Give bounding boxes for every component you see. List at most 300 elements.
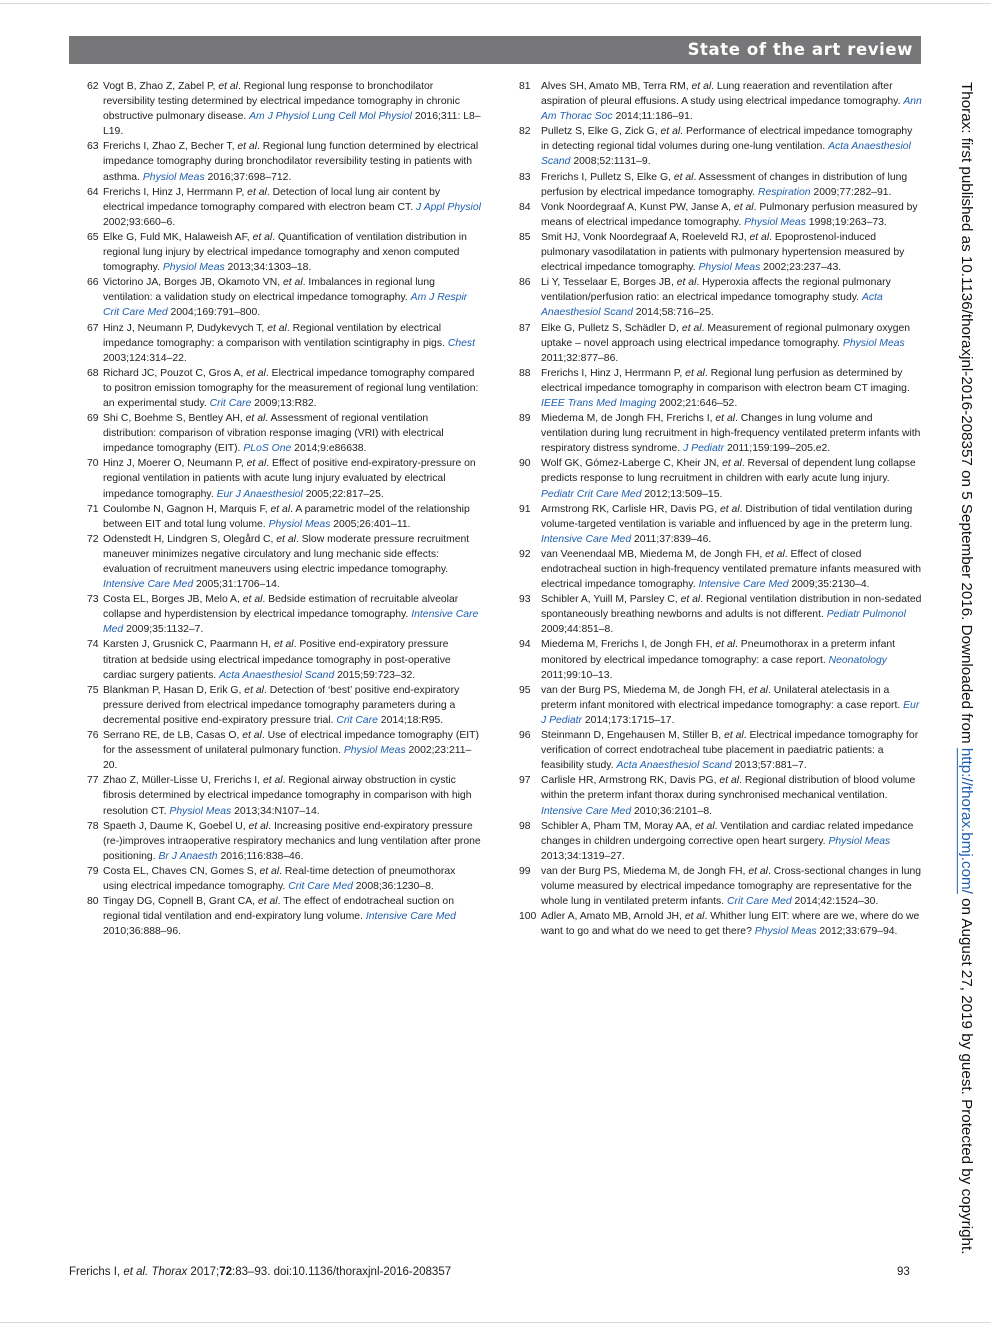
reference-authors: Frerichs I, Zhao Z, Becher T,: [103, 141, 238, 153]
reference-item: [73, 185, 483, 230]
reference-journal-link[interactable]: Physiol Meas: [162, 262, 225, 274]
reference-details: 2008;36:1230–8.: [352, 880, 434, 892]
reference-authors: Armstrong RK, Carlisle HR, Davis PG,: [541, 503, 720, 515]
reference-item: [511, 124, 922, 169]
reference-journal-link[interactable]: Physiol Meas: [169, 805, 232, 817]
reference-etal: et al: [748, 684, 768, 696]
reference-text: [103, 864, 483, 894]
reference-etal: et al: [218, 81, 238, 92]
reference-number: 89: [519, 413, 531, 425]
reference-details: 2010;36:2101–8.: [631, 805, 713, 817]
reference-number: 73: [87, 594, 99, 606]
footer-citation: [69, 1266, 451, 1278]
reference-etal: et al: [246, 458, 267, 470]
reference-item: [511, 773, 922, 818]
reference-number: 81: [519, 81, 531, 92]
reference-text: [103, 592, 483, 637]
reference-number: 95: [519, 684, 531, 696]
reference-journal-link[interactable]: Acta Anaesthesiol Scand: [541, 141, 911, 168]
reference-etal: et al: [242, 730, 262, 742]
reference-details: 2005;26:401–11.: [330, 518, 411, 530]
reference-title: . Regional lung perfusion as determined by electrical impedance tomography in comparison with electron beam CT imaging.: [541, 367, 910, 394]
reference-title: . Performance of electrical impedance tomography in detecting regional tidal volumes during one-lung ventilation.: [541, 126, 913, 153]
reference-details: 2014;11:186–91.: [612, 111, 693, 123]
reference-item: [511, 909, 922, 939]
reference-etal: et al: [660, 126, 681, 138]
reference-number: 91: [519, 503, 531, 515]
reference-authors: Steinmann D, Engehausen M, Stiller B,: [541, 730, 725, 742]
reference-number: 75: [87, 684, 99, 696]
reference-details: 2014;58:716–25.: [632, 307, 714, 319]
reference-title: . Assessment of regional ventilation distribution: comparison of vibration response imaging (VRI) with electrical impedance tomography (EIT).: [103, 413, 444, 455]
reference-details: 2002;21:646–52.: [656, 397, 738, 409]
reference-etal: et al: [245, 413, 266, 425]
reference-title: . Regional lung function determined by electrical impedance tomography during bronchodilator reversibility testing in patients with asthma.: [103, 141, 479, 183]
reference-title: . A parametric model of the relationship between EIT and total lung volume.: [103, 503, 470, 530]
reference-etal: et al: [270, 503, 291, 515]
reference-number: 76: [87, 730, 99, 742]
reference-journal-link[interactable]: Intensive Care Med: [541, 533, 632, 545]
reference-number: 86: [519, 277, 531, 289]
reference-details: 2004;169:791–800.: [167, 307, 261, 319]
reference-text: [103, 79, 483, 139]
reference-details: 2002;93:660–6.: [103, 216, 176, 228]
reference-etal: et al: [282, 277, 303, 289]
reference-details: 2013;34:1303–18.: [224, 262, 312, 274]
reference-journal-link[interactable]: Eur J Anaesthesiol: [216, 488, 303, 500]
reference-text: [103, 456, 483, 501]
reference-etal: et al: [719, 775, 740, 787]
reference-journal-link[interactable]: Physiol Meas: [698, 262, 761, 274]
reference-details: 2013;57:881–7.: [731, 760, 807, 772]
reference-authors: Vonk Noordegraaf A, Kunst PW, Janse A,: [541, 201, 734, 213]
reference-number: 66: [87, 277, 99, 289]
reference-etal: et al: [244, 684, 264, 696]
reference-number: 77: [87, 775, 99, 787]
reference-journal-link[interactable]: Acta Anaesthesiol Scand: [616, 760, 732, 772]
reference-text: [103, 230, 483, 275]
reference-title: . Regional ventilation by electrical impedance tomography: a comparison with ventilation scintigraphy in pigs.: [103, 322, 448, 349]
reference-item: [73, 321, 483, 366]
reference-etal: et al: [242, 594, 263, 606]
reference-text: [541, 200, 922, 230]
reference-number: 69: [87, 413, 99, 425]
reference-journal-link[interactable]: IEEE Trans Med Imaging: [541, 397, 657, 409]
reference-text: [541, 683, 922, 728]
reference-journal-link[interactable]: Crit Care Med: [288, 880, 353, 892]
reference-etal: et al: [749, 231, 770, 243]
reference-etal: et al: [748, 865, 768, 877]
reference-title: . Pneumothorax in a preterm infant monitored by electrical impedance tomography: a case report.: [541, 639, 896, 666]
reference-journal-link[interactable]: Intensive Care Med: [103, 579, 194, 591]
reference-item: [511, 79, 922, 124]
reference-details: 2012;13:509–15.: [641, 488, 723, 500]
reference-text: [103, 728, 483, 773]
reference-details: 2016;37:698–712.: [204, 171, 292, 183]
reference-text: [541, 275, 922, 320]
reference-details: 2009;44:851–8.: [541, 624, 614, 636]
reference-journal-link[interactable]: Chest: [447, 337, 475, 349]
reference-text: [541, 547, 922, 592]
reference-text: [103, 773, 483, 818]
reference-title: . Hyperoxia affects the regional pulmonary ventilation/perfusion ratio: an electrical impedance tomography study.: [541, 277, 891, 304]
reference-etal: et al: [273, 639, 294, 651]
reference-item: [73, 532, 483, 592]
reference-item: [73, 230, 483, 275]
reference-title: . Assessment of changes in distribution of lung perfusion by electrical impedance tomography.: [541, 171, 908, 198]
reference-journal-link[interactable]: Intensive Care Med: [103, 609, 479, 636]
reference-title: . The effect of endotracheal suction on regional tidal ventilation and end-expiratory lung volume.: [103, 896, 454, 923]
reference-title: . Detection of local lung air content by electrical impedance tomography compared with electron beam CT.: [103, 186, 441, 213]
reference-title: . Regional distribution of blood volume within the preterm infant thorax during synchronised mechanical ventilation.: [541, 775, 916, 802]
reference-journal-link[interactable]: Physiol Meas: [142, 171, 205, 183]
reference-etal: et al: [267, 322, 287, 334]
reference-etal: et al: [248, 820, 269, 832]
reference-details: 2013;34:1319–27.: [541, 850, 625, 862]
reference-text: [103, 502, 483, 532]
reference-authors: Hinz J, Neumann P, Dudykevych T,: [103, 322, 268, 334]
reference-details: 2010;36:888–96.: [103, 926, 182, 938]
reference-title: . Lung reaeration and reventilation after aspiration of pleural effusions. A study using electrical impedance tomography.: [541, 81, 904, 108]
reference-authors: Karsten J, Grusnick C, Paarmann H,: [103, 639, 274, 651]
reference-etal: et al: [733, 201, 754, 213]
reference-authors: Victorino JA, Borges JB, Okamoto VN,: [103, 277, 283, 289]
reference-journal-link[interactable]: Physiol Meas: [343, 745, 406, 757]
reference-details: 2016;311: L8–L19.: [103, 111, 481, 138]
reference-title: . Epoprostenol-induced pulmonary vasodilatation in patients with pulmonary hypertension measured by electrical impedance tomography.: [541, 231, 905, 274]
reference-authors: Costa EL, Borges JB, Melo A,: [103, 594, 243, 606]
reference-number: 72: [87, 533, 99, 545]
section-title: State of the art review: [687, 40, 913, 59]
reference-text: [541, 456, 922, 501]
reference-authors: Frerichs I, Pulletz S, Elke G,: [541, 171, 674, 183]
reference-authors: Coulombe N, Gagnon H, Marquis F,: [103, 503, 271, 515]
reference-etal: et al: [715, 639, 736, 651]
reference-text: [103, 532, 483, 592]
reference-title: . Effect of closed endotracheal suction in high-frequency ventilated premature infants measured with electrical impedance tomography.: [541, 548, 922, 591]
reference-details: 2015;59:723–32.: [334, 669, 416, 681]
reference-title: . Regional airway obstruction in cystic fibrosis determined by electrical impedance tomography in comparison with high resolution CT.: [103, 775, 472, 817]
reference-details: 1998;19:263–73.: [805, 216, 887, 228]
reference-journal-link[interactable]: Physiol Meas: [828, 835, 891, 847]
reference-etal: et al: [765, 548, 785, 560]
reference-item: [511, 683, 922, 728]
reference-authors: Smit HJ, Vonk Noordegraaf A, Roeleveld RJ,: [541, 231, 750, 243]
reference-journal-link[interactable]: J Appl Physiol: [416, 201, 481, 213]
reference-etal: et al: [257, 896, 278, 908]
reference-number: 87: [519, 322, 531, 334]
reference-etal: et al: [276, 533, 296, 545]
reference-text: [541, 728, 922, 773]
reference-journal-link[interactable]: Am J Respir Crit Care Med: [103, 292, 468, 319]
reference-item: [511, 864, 922, 909]
side-note-text-after: on August 27, 2019 by guest. Protected by copyright.: [958, 893, 975, 1255]
reference-authors: Vogt B, Zhao Z, Zabel P,: [103, 81, 219, 92]
reference-authors: van der Burg PS, Miedema M, de Jongh FH,: [541, 684, 749, 696]
reference-title: . Pulmonary perfusion measured by means of electrical impedance tomography.: [541, 201, 918, 228]
reference-title: . Unilateral atelectasis in a preterm infant monitored with electrical impedance tomography: a case report.: [541, 684, 904, 711]
reference-authors: Blankman P, Hasan D, Erik G,: [103, 684, 245, 696]
references-column-left: [73, 79, 483, 939]
reference-journal-link[interactable]: Intensive Care Med: [541, 805, 632, 817]
reference-title: . Electrical impedance tomography compared to positron emission tomography for the measurement of regional lung ventilation: an experimental study.: [103, 367, 479, 409]
reference-etal: et al: [259, 865, 280, 877]
reference-item: [511, 230, 922, 275]
reference-item: [511, 592, 922, 637]
reference-details: 2011;99:10–13.: [541, 669, 613, 681]
reference-number: 68: [87, 367, 99, 379]
reference-authors: Miedema M, de Jongh FH, Frerichs I,: [541, 413, 716, 425]
reference-details: 2002;23:211–20.: [103, 745, 472, 772]
reference-journal-link[interactable]: Intensive Care Med: [365, 911, 456, 923]
reference-etal: et al: [724, 730, 744, 742]
reference-number: 79: [87, 865, 99, 877]
reference-item: [511, 366, 922, 411]
reference-etal: et al: [685, 367, 705, 379]
top-rule: [0, 3, 991, 4]
reference-title: . Changes in lung volume and ventilation during lung recruitment in high-frequency ventilated preterm infants with respiratory distress syndrome.: [541, 413, 921, 455]
reference-item: [73, 411, 483, 456]
reference-details: 2009;35:1132–7.: [123, 624, 204, 636]
reference-details: 2014;42:1524–30.: [791, 896, 879, 908]
reference-journal-link[interactable]: Crit Care Med: [726, 896, 792, 908]
reference-authors: Miedema M, Frerichs I, de Jongh FH,: [541, 639, 716, 651]
reference-details: 2011;32:877–86.: [541, 352, 619, 364]
reference-authors: Tingay DG, Copnell B, Grant CA,: [103, 896, 258, 908]
reference-title: . Detection of ‘best’ positive end-expiratory pressure derived from electrical impedance tomography parameters during a decremental positive end-expiratory pressure trial.: [103, 684, 460, 726]
reference-text: [541, 773, 922, 818]
reference-etal: et al: [720, 503, 740, 515]
reference-details: 2005;31:1706–14.: [193, 579, 280, 591]
reference-number: 71: [87, 503, 99, 515]
reference-details: 2005;22:817–25.: [302, 488, 384, 500]
reference-authors: Pulletz S, Elke G, Zick G,: [541, 126, 661, 138]
reference-text: [541, 864, 922, 909]
reference-item: [73, 773, 483, 818]
reference-item: [73, 275, 483, 320]
bottom-rule: [0, 1322, 991, 1323]
reference-etal: et al: [246, 367, 266, 379]
footer-doi: :83–93. doi:10.1136/thoraxjnl-2016-208357: [232, 1266, 452, 1278]
reference-journal-link[interactable]: Ann Am Thorac Soc: [541, 96, 922, 123]
reference-title: . Distribution of tidal ventilation during volume-targeted ventilation is variable and influenced by age in the preterm lung.: [541, 503, 913, 530]
reference-authors: Wolf GK, Gómez-Laberge C, Kheir JN,: [541, 458, 723, 470]
reference-etal: et al: [237, 141, 257, 153]
section-header-bar: [69, 36, 921, 64]
reference-text: [541, 411, 922, 456]
reference-details: 2013;34:N107–14.: [231, 805, 320, 817]
reference-authors: Costa EL, Chaves CN, Gomes S,: [103, 865, 260, 877]
reference-number: 93: [519, 594, 531, 606]
reference-number: 82: [519, 126, 531, 138]
reference-number: 97: [519, 775, 531, 787]
reference-journal-link[interactable]: Pediatr Crit Care Med: [541, 488, 642, 500]
reference-text: [103, 637, 483, 682]
reference-authors: van der Burg PS, Miedema M, de Jongh FH,: [541, 865, 749, 877]
reference-item: [511, 200, 922, 230]
reference-title: . Real-time detection of pneumothorax using electrical impedance tomography.: [103, 865, 456, 892]
reference-journal-link[interactable]: Eur J Pediatr: [541, 699, 920, 726]
reference-title: . Positive end-expiratory pressure titration at bedside using electrical impedance tomography in post-operative cardiac surgery patients.: [103, 639, 451, 681]
reference-number: 98: [519, 820, 531, 832]
footer-journal: et al. Thorax: [123, 1266, 188, 1278]
reference-title: . Whither lung EIT: where are we, where do we want to go and what do we need to get there?: [541, 911, 920, 938]
reference-details: 2014;9:e86638.: [291, 443, 367, 455]
reference-authors: Elke G, Pulletz S, Schädler D,: [541, 322, 682, 334]
reference-etal: et al: [262, 775, 283, 787]
reference-journal-link[interactable]: Acta Anaesthesiol Scand: [541, 292, 883, 319]
reference-etal: et al: [722, 458, 742, 470]
copyright-side-note: [958, 82, 975, 1254]
reference-journal-link[interactable]: Am J Physiol Lung Cell Mol Physiol: [249, 111, 412, 123]
reference-details: 2009;77:282–91.: [810, 186, 892, 198]
reference-journal-link[interactable]: Intensive Care Med: [698, 579, 789, 591]
reference-etal: et al: [715, 413, 736, 425]
reference-item: [73, 894, 483, 939]
reference-title: . Quantification of ventilation distribution in regional lung injury by electrical impedance tomography and xenon computed tomography.: [103, 231, 467, 274]
reference-number: 84: [519, 201, 531, 213]
reference-authors: Frerichs I, Hinz J, Herrmann P,: [103, 186, 248, 198]
reference-text: [103, 275, 483, 320]
reference-journal-link[interactable]: Physiol Meas: [744, 216, 806, 228]
reference-journal-link[interactable]: Acta Anaesthesiol Scand: [219, 669, 335, 681]
reference-item: [511, 819, 922, 864]
reference-journal-link[interactable]: Crit Care: [336, 714, 378, 726]
footer-year: 2017;: [187, 1266, 220, 1278]
reference-authors: Schibler A, Pham TM, Moray AA,: [541, 820, 695, 832]
reference-number: 64: [87, 186, 99, 198]
reference-text: [541, 819, 922, 864]
reference-text: [541, 909, 922, 939]
reference-text: [103, 139, 483, 184]
reference-number: 78: [87, 820, 99, 832]
reference-authors: Carlisle HR, Armstrong RK, Davis PG,: [541, 775, 720, 787]
reference-journal-link[interactable]: Pediatr Pulmonol: [826, 609, 906, 621]
reference-text: [103, 411, 483, 456]
reference-text: [541, 366, 922, 411]
references-column-right: [511, 79, 922, 939]
reference-journal-link[interactable]: Physiol Meas: [268, 518, 331, 530]
reference-details: 2014;18:R95.: [377, 714, 444, 726]
reference-etal: et al: [673, 171, 694, 183]
reference-number: 65: [87, 231, 99, 243]
reference-authors: Alves SH, Amato MB, Terra RM,: [541, 81, 692, 92]
reference-journal-link[interactable]: PLoS One: [243, 443, 292, 455]
reference-text: [541, 79, 922, 124]
reference-authors: Spaeth J, Daume K, Goebel U,: [103, 820, 249, 832]
reference-number: 96: [519, 730, 531, 742]
reference-number: 100: [519, 911, 537, 923]
reference-item: [73, 456, 483, 501]
reference-authors: Shi C, Boehme S, Bentley AH,: [103, 413, 246, 425]
reference-authors: Zhao Z, Müller-Lisse U, Frerichs I,: [103, 775, 263, 787]
reference-text: [103, 819, 483, 864]
reference-etal: et al: [684, 911, 705, 923]
reference-authors: Frerichs I, Hinz J, Herrmann P,: [541, 367, 686, 379]
reference-item: [511, 321, 922, 366]
reference-text: [541, 230, 922, 275]
footer-volume: 72: [219, 1266, 233, 1278]
reference-authors: Adler A, Amato MB, Arnold JH,: [541, 911, 685, 923]
reference-authors: Schibler A, Yuill M, Parsley C,: [541, 594, 681, 606]
reference-etal: et al: [695, 820, 715, 832]
reference-authors: Serrano RE, de LB, Casas O,: [103, 730, 243, 742]
reference-journal-link[interactable]: Physiol Meas: [842, 337, 905, 349]
reference-text: [103, 683, 483, 728]
reference-number: 80: [87, 896, 99, 908]
reference-journal-link[interactable]: Physiol Meas: [754, 926, 817, 938]
reference-item: [73, 366, 483, 411]
reference-details: 2008;52:1131–9.: [570, 156, 651, 168]
reference-item: [511, 547, 922, 592]
reference-number: 63: [87, 141, 99, 153]
reference-number: 83: [519, 171, 531, 183]
reference-details: 2011;37:839–46.: [631, 533, 712, 545]
reference-item: [73, 502, 483, 532]
reference-text: [541, 170, 922, 200]
reference-item: [511, 275, 922, 320]
reference-item: [511, 170, 922, 200]
reference-details: 2012;33:679–94.: [816, 926, 898, 938]
reference-number: 90: [519, 458, 531, 470]
reference-authors: Elke G, Fuld MK, Halaweish AF,: [103, 231, 253, 243]
reference-number: 99: [519, 865, 531, 877]
reference-item: [73, 592, 483, 637]
reference-item: [73, 79, 483, 139]
reference-journal-link[interactable]: Crit Care: [209, 397, 252, 409]
reference-details: 2011;159:199–205.e2.: [724, 443, 831, 455]
reference-item: [511, 411, 922, 456]
journal-site-link[interactable]: http://thorax.bmj.com/: [958, 747, 975, 894]
reference-details: 2014;173:1715–17.: [582, 714, 675, 726]
reference-details: 2009;13:R82.: [251, 397, 317, 409]
reference-etal: et al: [691, 81, 712, 92]
reference-journal-link[interactable]: Respiration: [757, 186, 811, 198]
reference-number: 70: [87, 458, 99, 470]
side-note-text-before: Thorax: first published as 10.1136/thoraxjnl-2016-208357 on 5 September 2016. Downloaded from: [958, 82, 975, 748]
reference-number: 62: [87, 81, 99, 92]
reference-text: [541, 637, 922, 682]
reference-journal-link[interactable]: Br J Anaesth: [158, 850, 218, 862]
reference-journal-link[interactable]: J Pediatr: [683, 443, 725, 455]
reference-item: [511, 728, 922, 773]
reference-title: . Use of electrical impedance tomography (EIT) for the assessment of unilateral pulmonary function.: [103, 730, 479, 757]
reference-number: 85: [519, 231, 531, 243]
reference-title: . Increasing positive end-expiratory pressure (re-)improves intraoperative respiratory mechanics and lung ventilation after prone positioning.: [103, 820, 481, 862]
reference-details: 2016;116:838–46.: [217, 850, 304, 862]
reference-title: . Regional ventilation distribution in non-sedated spontaneously breathing newborns and adults is not different.: [541, 594, 922, 621]
reference-title: . Measurement of regional pulmonary oxygen uptake – novel approach using electrical impedance tomography.: [541, 322, 911, 349]
reference-title: . Slow moderate pressure recruitment maneuver minimizes negative circulatory and lung mechanic side effects: evaluation of recruitment maneuvers using electric impedance tomography.: [103, 533, 470, 575]
reference-title: . Regional lung response to bronchodilator reversibility testing determined by electrical impedance tomography in chronic obstructive pulmonary disease.: [103, 81, 460, 123]
reference-journal-link[interactable]: Neonatology: [828, 654, 887, 666]
reference-item: [73, 139, 483, 184]
reference-item: [511, 637, 922, 682]
reference-details: 2002;23:237–43.: [760, 262, 842, 274]
reference-item: [73, 683, 483, 728]
reference-authors: van Veenendaal MB, Miedema M, de Jongh FH,: [541, 548, 766, 560]
reference-title: . Imbalances in regional lung ventilation: a validation study on electrical impedance tomography.: [103, 277, 435, 304]
page-number: 93: [897, 1266, 910, 1278]
reference-text: [103, 894, 483, 939]
reference-authors: Hinz J, Moerer O, Neumann P,: [103, 458, 247, 470]
reference-text: [541, 321, 922, 366]
reference-item: [73, 637, 483, 682]
reference-title: . Effect of positive end-expiratory-pressure on regional ventilation in patients with acute lung injury evaluated by electrical impedance tomography.: [103, 458, 476, 500]
reference-etal: et al: [680, 594, 701, 606]
reference-number: 94: [519, 639, 531, 651]
reference-etal: et al: [247, 186, 267, 198]
